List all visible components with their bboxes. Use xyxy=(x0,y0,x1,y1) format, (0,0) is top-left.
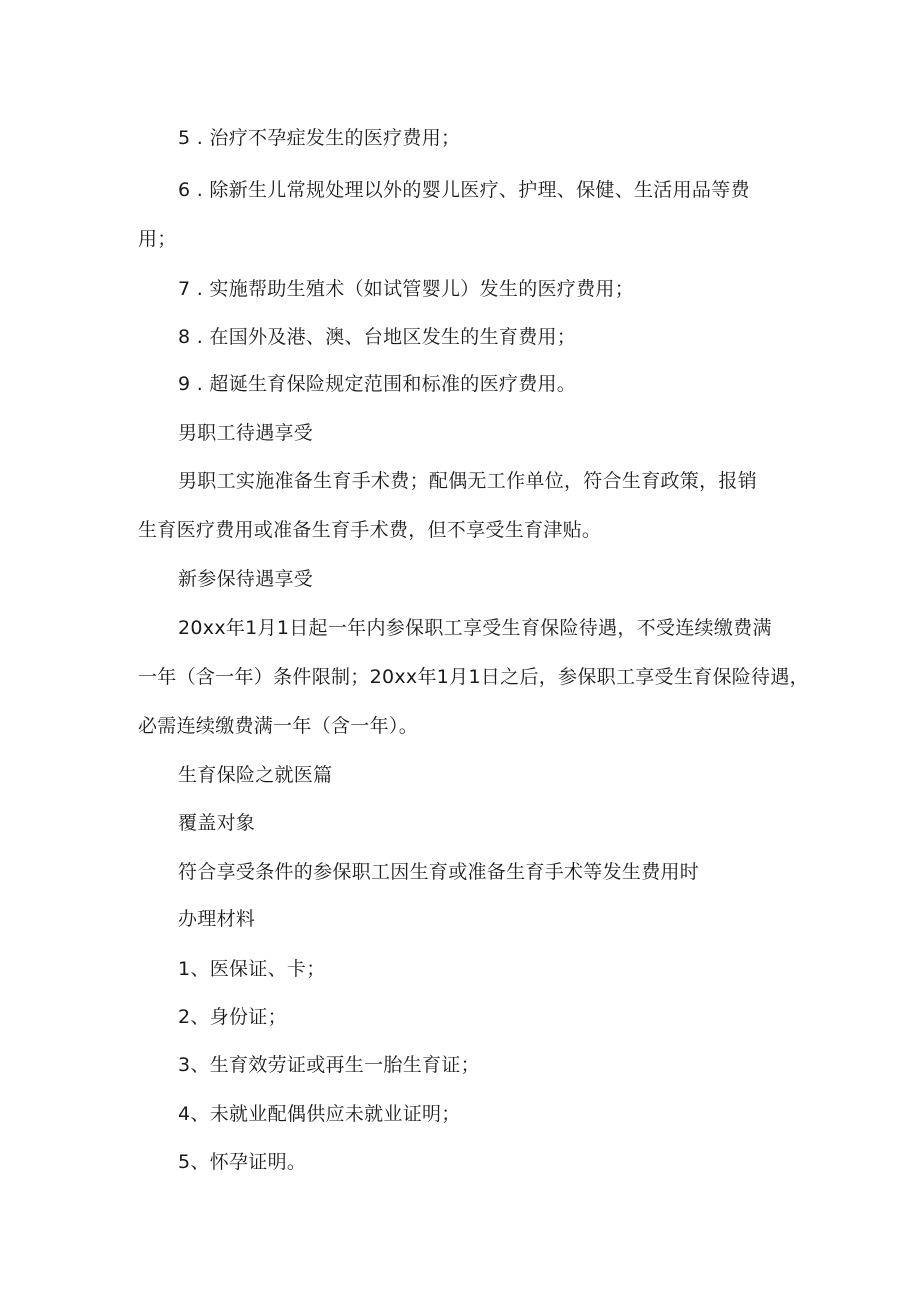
paragraph-new-insured-line-2: 一年（含一年）条件限制；20xx年1月1日之后，参保职工享受生育保险待遇， xyxy=(138,666,809,688)
list-item-9: 9 . 超诞生育保险规定范围和标准的医疗费用。 xyxy=(178,373,577,395)
list-item-7: 7 . 实施帮助生殖术（如试管婴儿）发生的医疗费用； xyxy=(178,278,635,300)
list-item-6-continuation: 用； xyxy=(138,228,177,250)
material-item-3: 3、生育效劳证或再生一胎生育证； xyxy=(178,1054,480,1076)
paragraph-male-employee-line-1: 男职工实施准备生育手术费；配偶无工作单位，符合生育政策，报销 xyxy=(178,470,758,492)
paragraph-new-insured-line-3: 必需连续缴费满一年（含一年）。 xyxy=(138,715,419,737)
section-heading-coverage: 覆盖对象 xyxy=(178,812,256,834)
material-item-1: 1、医保证、卡； xyxy=(178,958,326,980)
material-item-2: 2、身份证； xyxy=(178,1006,287,1028)
section-heading-materials: 办理材料 xyxy=(178,908,256,930)
material-item-4: 4、未就业配偶供应未就业证明； xyxy=(178,1103,461,1125)
paragraph-male-employee-line-2: 生育医疗费用或准备生育手术费，但不享受生育津贴。 xyxy=(138,519,602,541)
section-heading-male-employee: 男职工待遇享受 xyxy=(178,422,314,444)
material-item-5: 5、怀孕证明。 xyxy=(178,1151,307,1173)
list-item-6: 6 . 除新生儿常规处理以外的婴儿医疗、护理、保健、生活用品等费 xyxy=(178,179,750,201)
list-item-8: 8 . 在国外及港、澳、台地区发生的生育费用； xyxy=(178,326,577,348)
section-heading-new-insured: 新参保待遇享受 xyxy=(178,568,314,590)
paragraph-coverage: 符合享受条件的参保职工因生育或准备生育手术等发生费用时 xyxy=(178,861,700,883)
list-item-5: 5 . 治疗不孕症发生的医疗费用； xyxy=(178,127,461,149)
paragraph-new-insured-line-1: 20xx年1月1日起一年内参保职工享受生育保险待遇，不受连续缴费满 xyxy=(178,617,772,639)
section-heading-medical: 生育保险之就医篇 xyxy=(178,764,333,786)
